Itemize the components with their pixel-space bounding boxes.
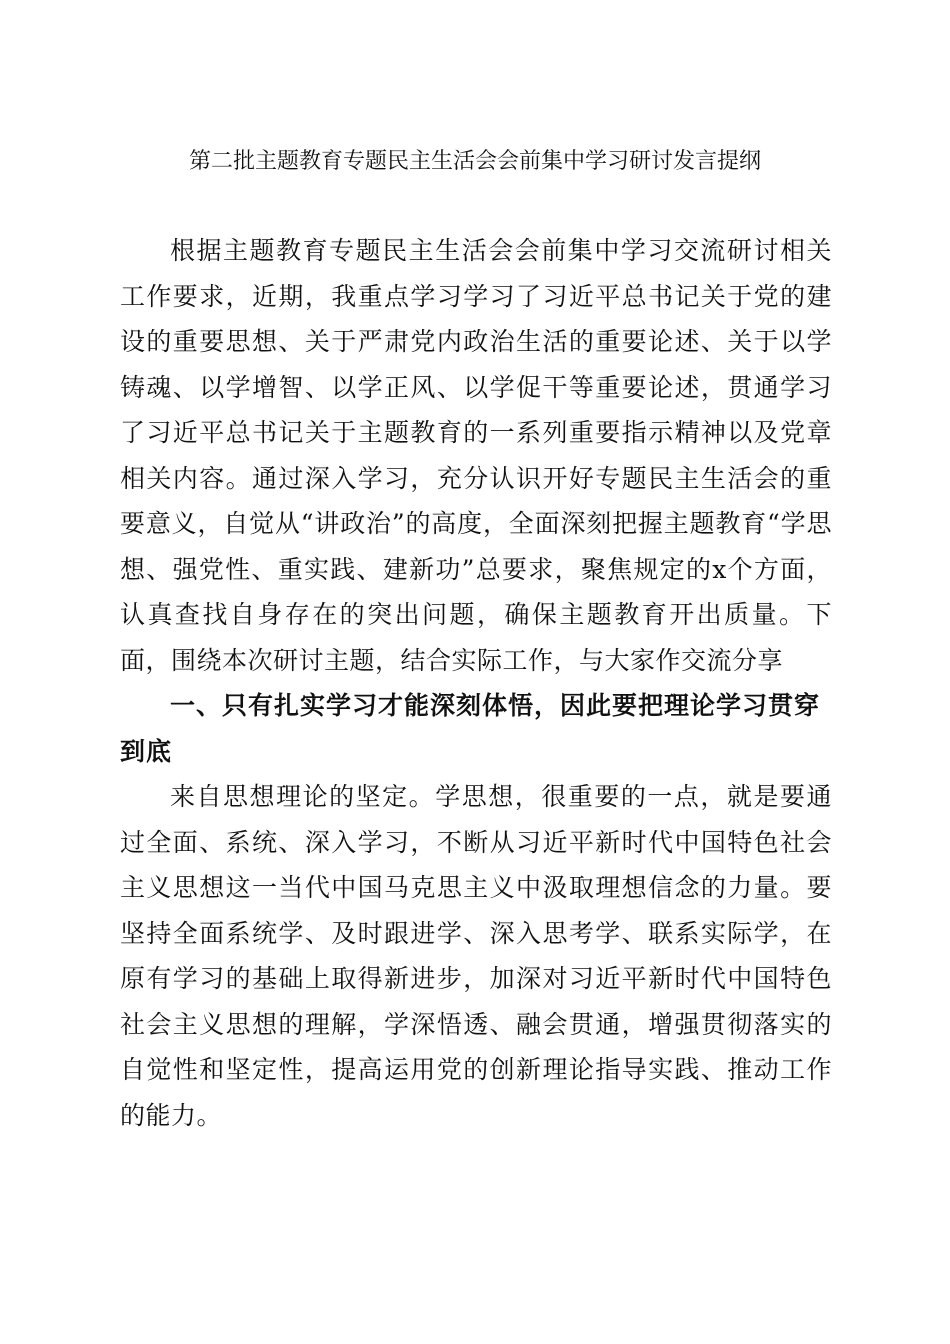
document-title: 第二批主题教育专题民主生活会会前集中学习研讨发言提纲 [188, 149, 761, 174]
section-heading: 一、只有扎实学习才能深刻体悟，因此要把理论学习贯穿到底 [120, 691, 821, 766]
document-body [120, 228, 832, 1138]
section-paragraph: 来自思想理论的坚定。学思想，很重要的一点，就是要通过全面、系统、深入学习，不断从习近平新时代中国特色社会主义思想这一当代中国马克思主义中汲取理想信念的力量。要坚持全面系统学、及时跟进学、深入思考学、联系实际学，在原有学习的基础上取得新进步，加深对习近平新时代中国特色社会主义思想的理解，学深悟透、融会贯通，增强贯彻落实的自觉性和坚定性，提高运用党的创新理论指导实践、推动工作的能力。 [120, 782, 832, 1130]
intro-paragraph: 根据主题教育专题民主生活会会前集中学习交流研讨相关工作要求，近期，我重点学习学习了习近平总书记关于党的建设的重要思想、关于严肃党内政治生活的重要论述、关于以学铸魂、以学增智、以学正风、以学促干等重要论述，贯通学习了习近平总书记关于主题教育的一系列重要指示精神以及党章相关内容。通过深入学习，充分认识开好专题民主生活会的重要意义，自觉从“讲政治”的高度，全面深刻把握主题教育“学思想、强党性、重实践、建新功”总要求，聚焦规定的x个方面，认真查找自身存在的突出问题，确保主题教育开出质量。下面，围绕本次研讨主题，结合实际工作，与大家作交流分享 [120, 236, 832, 675]
